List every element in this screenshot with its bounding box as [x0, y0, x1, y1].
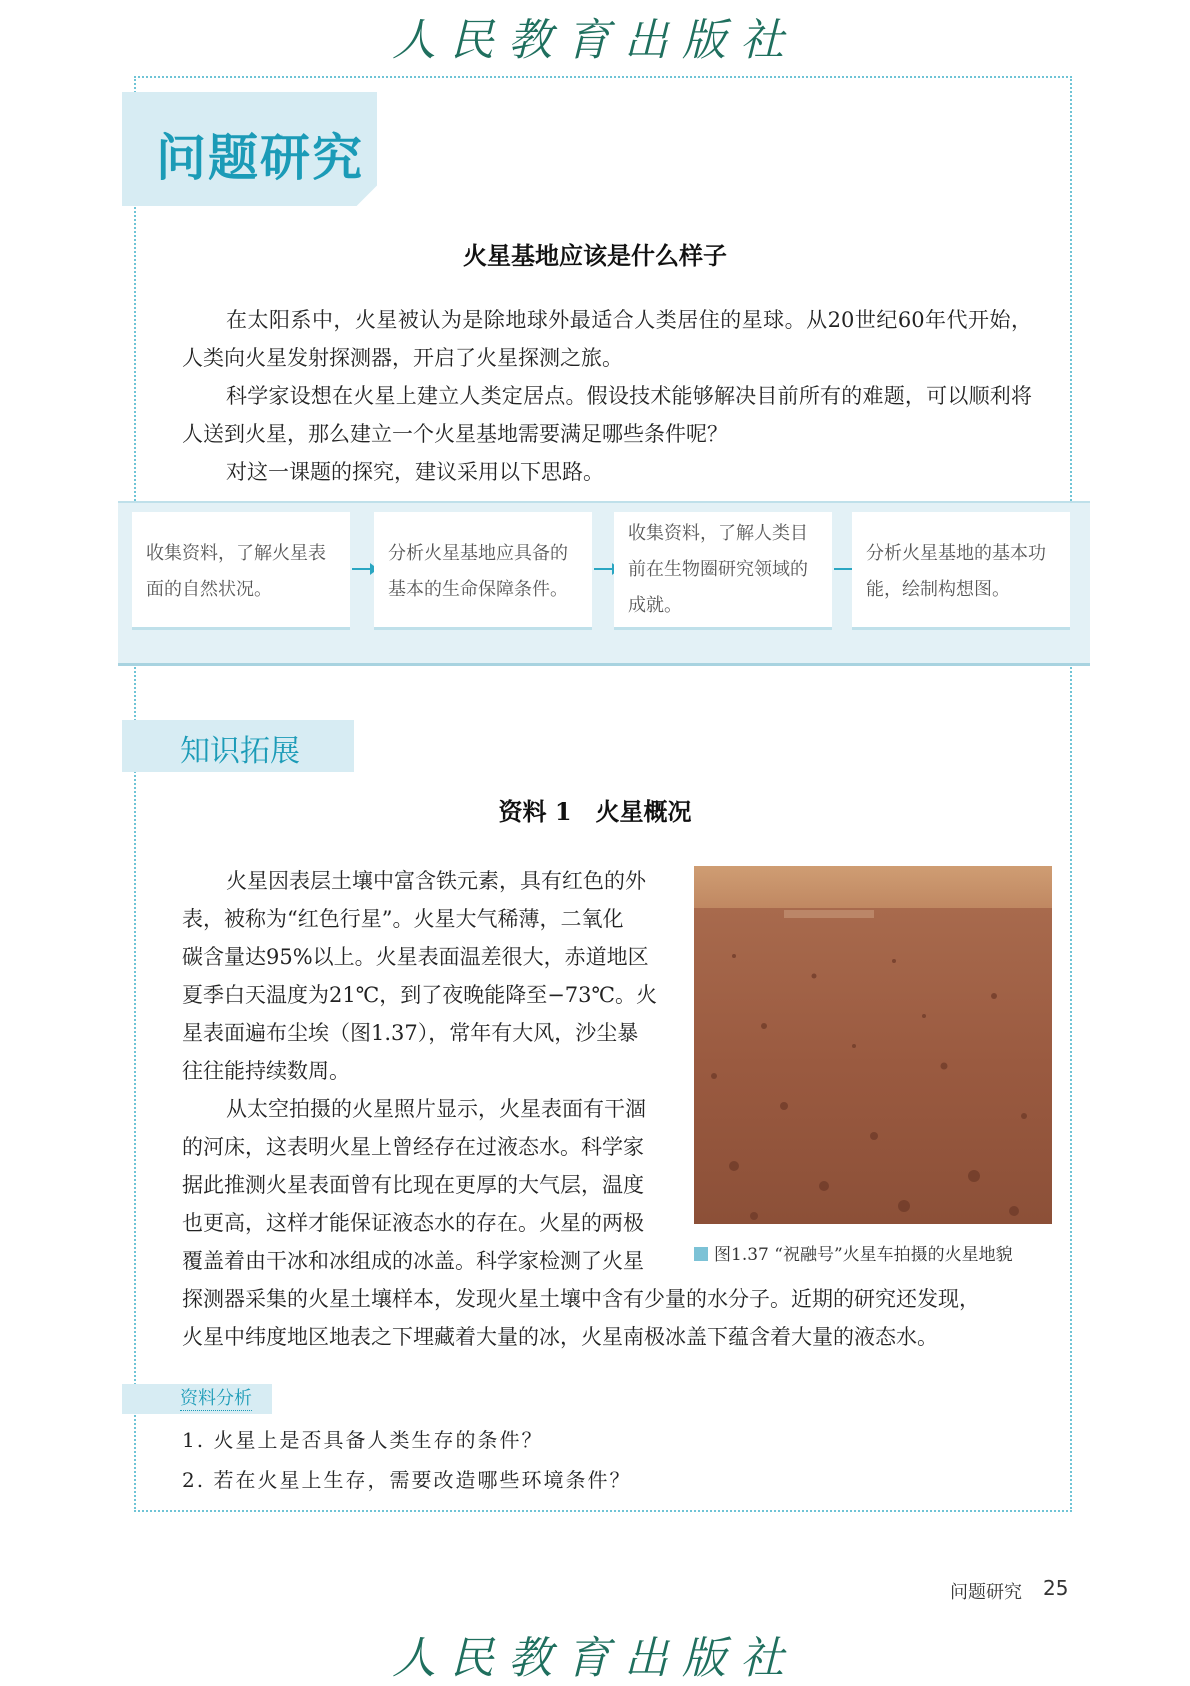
- flow-step-4: 分析火星基地的基本功能，绘制构想图。: [852, 512, 1070, 630]
- text-line: 表，被称为“红色行星”。火星大气稀薄，二氧化: [182, 907, 624, 931]
- mars-landscape-photo: [694, 866, 1052, 1224]
- section-title: 问题研究: [156, 129, 364, 187]
- text-line: 碳含量达95%以上。火星表面温差很大，赤道地区: [182, 945, 649, 969]
- text-line: 星表面遍布尘埃（图1.37），常年有大风，沙尘暴: [182, 1021, 639, 1045]
- article-title: 火星基地应该是什么样子: [463, 241, 727, 270]
- text-line: 从太空拍摄的火星照片显示，火星表面有干涸: [226, 1097, 646, 1121]
- flow-step-3: 收集资料，了解人类目前在生物圈研究领域的成就。: [614, 512, 832, 630]
- subsection-title: 知识拓展: [180, 734, 300, 769]
- caption-marker-icon: [694, 1247, 708, 1261]
- analysis-title: 资料分析: [180, 1384, 252, 1411]
- text-line: 也更高，这样才能保证液态水的存在。火星的两极: [182, 1211, 644, 1235]
- text-line: 覆盖着由干冰和冰组成的冰盖。科学家检测了火星: [182, 1249, 644, 1273]
- figure-caption: [694, 1240, 1013, 1265]
- text-line: 夏季白天温度为21℃，到了夜晚能降至−73℃。火: [182, 983, 658, 1007]
- text-line: 火星因表层土壤中富含铁元素，具有红色的外: [226, 869, 646, 893]
- flow-step-1: 收集资料，了解火星表面的自然状况。: [132, 512, 350, 630]
- text-line: 探测器采集的火星土壤样本，发现火星土壤中含有少量的水分子。近期的研究还发现，: [182, 1287, 980, 1311]
- caption-text: 图1.37 “祝融号”火星车拍摄的火星地貌: [714, 1245, 1013, 1265]
- material-title: 资料 1 火星概况: [498, 797, 692, 826]
- page-number: 25: [1043, 1576, 1069, 1600]
- analysis-question-2: 2. 若在火星上生存，需要改造哪些环境条件？: [182, 1468, 632, 1492]
- arrow-right-icon: [352, 568, 376, 570]
- mars-terrain-image: [694, 866, 1052, 1224]
- publisher-watermark-bottom: 人民教育出版社: [392, 1633, 798, 1684]
- text-line: 的河床，这表明火星上曾经存在过液态水。科学家: [182, 1135, 644, 1159]
- intro-paragraph-1: 在太阳系中，火星被认为是除地球外最适合人类居住的星球。从20世纪60年代开始，人类向火星发射探测器，开启了火星探测之旅。: [182, 308, 1032, 370]
- publisher-watermark-top: 人民教育出版社: [392, 15, 798, 66]
- analysis-question-1: 1. 火星上是否具备人类生存的条件？: [182, 1428, 544, 1452]
- text-line: 火星中纬度地区地表之下埋藏着大量的冰，火星南极冰盖下蕴含着大量的液态水。: [182, 1325, 938, 1349]
- footer-section-name: 问题研究: [950, 1582, 1022, 1603]
- flow-step-2: 分析火星基地应具备的基本的生命保障条件。: [374, 512, 592, 630]
- intro-paragraph-3: 对这一课题的探究，建议采用以下思路。: [226, 460, 604, 484]
- text-line: 往往能持续数周。: [182, 1059, 350, 1083]
- text-line: 据此推测火星表面曾有比现在更厚的大气层，温度: [182, 1173, 644, 1197]
- intro-paragraph-2: 科学家设想在火星上建立人类定居点。假设技术能够解决目前所有的难题，可以顺利将人送到火星，那么建立一个火星基地需要满足哪些条件呢？: [182, 384, 1032, 446]
